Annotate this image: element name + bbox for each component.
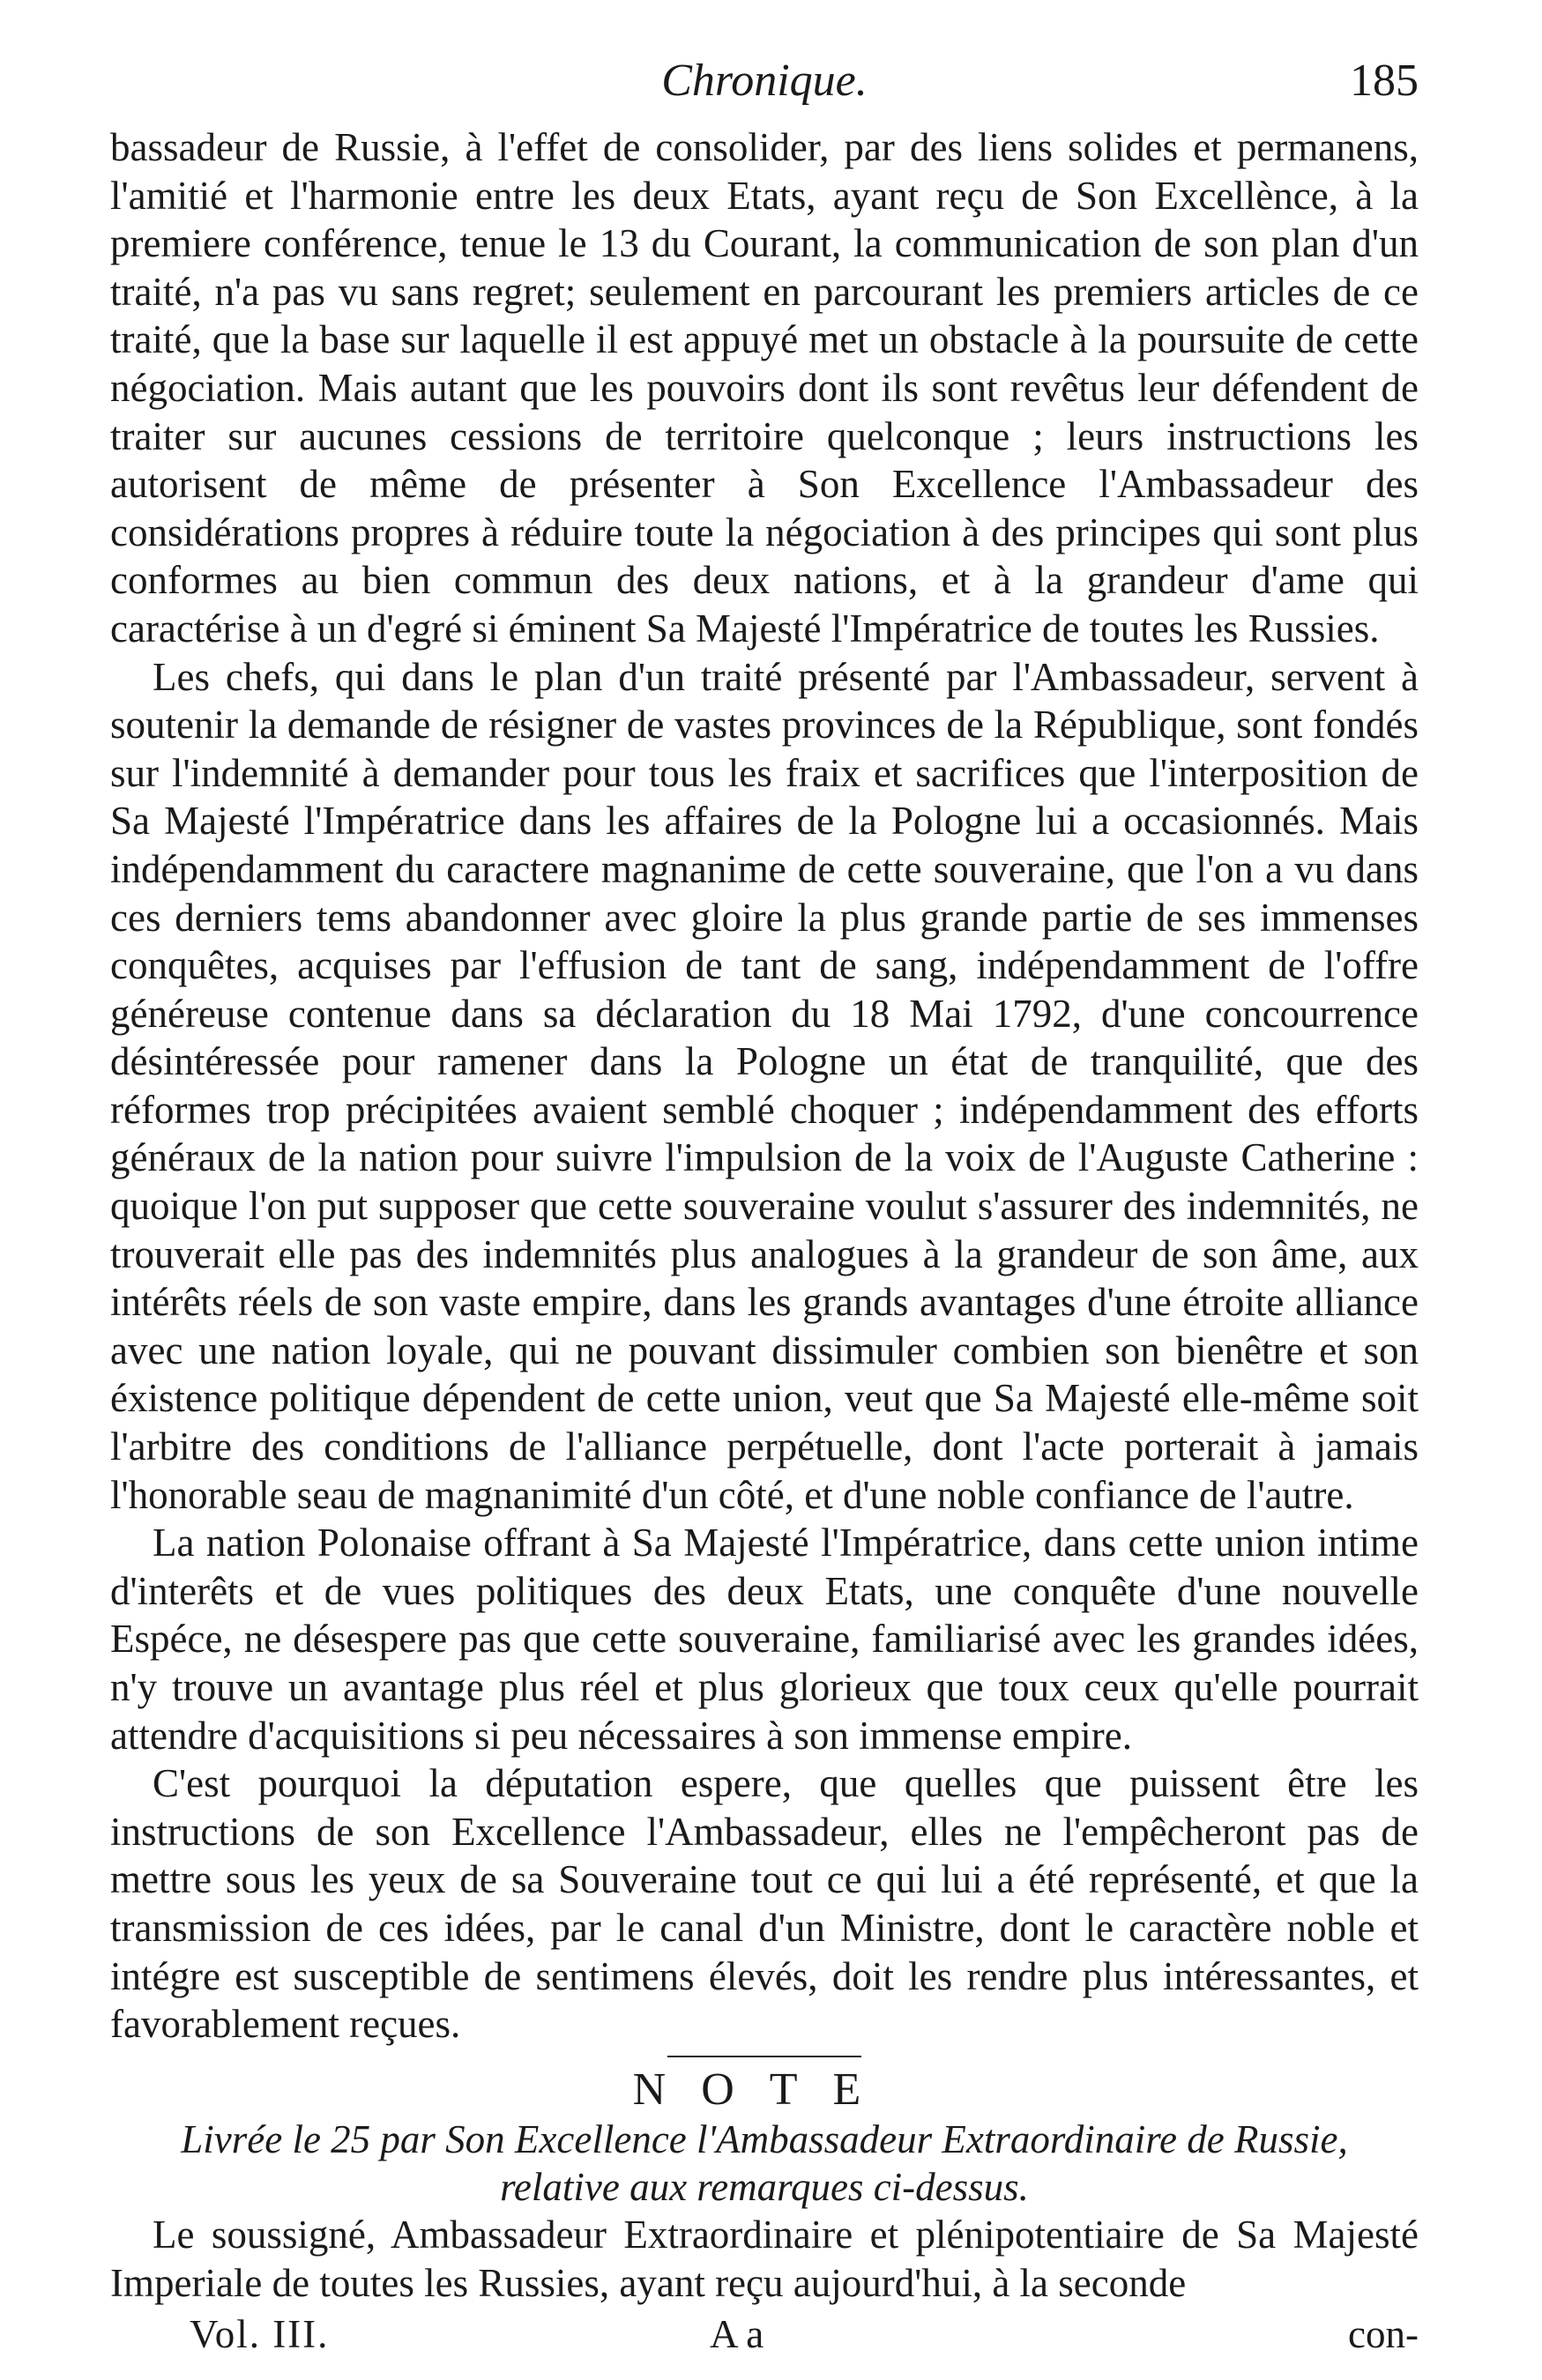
- paragraph: C'est pourquoi la députation espere, que quelles que puissent être les instructions de son Excellence l'Ambassadeur, elles ne l'empêcheront pas de mettre sous les yeux de sa Souveraine tout ce qui lui a été représenté, et que la transmission de ces idées, par le canal d'un Ministre, dont le caractère noble et intégre est susceptible de sentimens élevés, doit les rendre plus intéressantes, et favorablement reçues.: [110, 1761, 1419, 2047]
- section-divider: [667, 2056, 861, 2057]
- volume-signature: Vol. III.: [190, 2311, 330, 2356]
- body-text: [110, 123, 1419, 2308]
- paragraph: La nation Polonaise offrant à Sa Majesté l'Impératrice, dans cette union intime d'interêts et de vues politiques des deux Etats, une conquête d'une nouvelle Espéce, ne désespere pas que cette souveraine, familiarisé avec les grandes idées, n'y trouve un avantage plus réel et plus glorieux que toux ceux qu'elle pourrait attendre d'acquisitions si peu nécessaires à son immense empire.: [110, 1521, 1419, 1758]
- page-number: 185: [1350, 56, 1419, 106]
- signature-mark: A a: [710, 2311, 764, 2356]
- page-footer: [110, 2311, 1419, 2373]
- page-header: [110, 44, 1419, 123]
- running-title: Chronique.: [661, 56, 868, 106]
- note-subtitle-line2: relative aux remarques ci-dessus.: [500, 2165, 1029, 2210]
- note-text: Le soussigné, Ambassadeur Extraordinaire et plénipotentiaire de Sa Majesté Imperiale de toutes les Russies, ayant reçu aujourd'hui, à la seconde: [110, 2213, 1419, 2305]
- catchword: con-: [1348, 2311, 1419, 2356]
- paragraph-continued: bassadeur de Russie, à l'effet de consolider, par des liens solides et permanens, l'amitié et l'harmonie entre les deux Etats, ayant reçu de Son Excellènce, à la premiere conférence, tenue le 13 du Courant, la communication de son plan d'un traité, n'a pas vu sans regret; seulement en parcourant les premiers articles de ce traité, que la base sur laquelle il est appuyé met un obstacle à la poursuite de cette négociation. Mais autant que les pouvoirs dont ils sont revêtus leur défendent de traiter sur aucunes cessions de territoire quelconque ; leurs instructions les autorisent de même de présenter à Son Excellence l'Ambassadeur des considérations propres à réduire toute la négociation à des principes qui sont plus conformes au bien commun des deux nations, et à la grandeur d'ame qui caractérise à un d'egré si éminent Sa Majesté l'Impératrice de toutes les Russies.: [110, 125, 1419, 651]
- note-subtitle-line1: Livrée le 25 par Son Excellence l'Ambassadeur Extraordinaire de Russie,: [181, 2117, 1348, 2162]
- paragraph: Les chefs, qui dans le plan d'un traité présenté par l'Ambassadeur, servent à soutenir la demande de résigner de vastes provinces de la République, sont fondés sur l'indemnité à demander pour tous les fraix et sacrifices que l'interposition de Sa Majesté l'Impératrice dans les affaires de la Pologne lui a occasionnés. Mais indépendamment du caractere magnanime de cette souveraine, que l'on a vu dans ces derniers tems abandonner avec gloire la plus grande partie de ses immenses conquêtes, acquises par l'effusion de tant de sang, indépendamment de l'offre généreuse contenue dans sa déclaration du 18 Mai 1792, d'une concourrence désintéressée pour ramener dans la Pologne un état de tranquilité, que des réformes trop précipitées avaient semblé choquer ; indépendamment des efforts généraux de la nation pour suivre l'impulsion de la voix de l'Auguste Catherine : quoique l'on put supposer que cette souveraine voulut s'assurer des indemnités, ne trouverait elle pas des indemnités plus analogues à la grandeur de son âme, aux intérêts réels de son vaste empire, dans les grands avantages d'une étroite alliance avec une nation loyale, qui ne pouvant dissimuler combien son bienêtre et son éxistence politique dépendent de cette union, veut que Sa Majesté elle-même soit l'arbitre des conditions de l'alliance perpétuelle, dont l'acte porterait à jamais l'honorable seau de magnanimité d'un côté, et d'une noble confiance de l'autre.: [110, 654, 1419, 1517]
- note-heading: NOTE: [632, 2064, 897, 2115]
